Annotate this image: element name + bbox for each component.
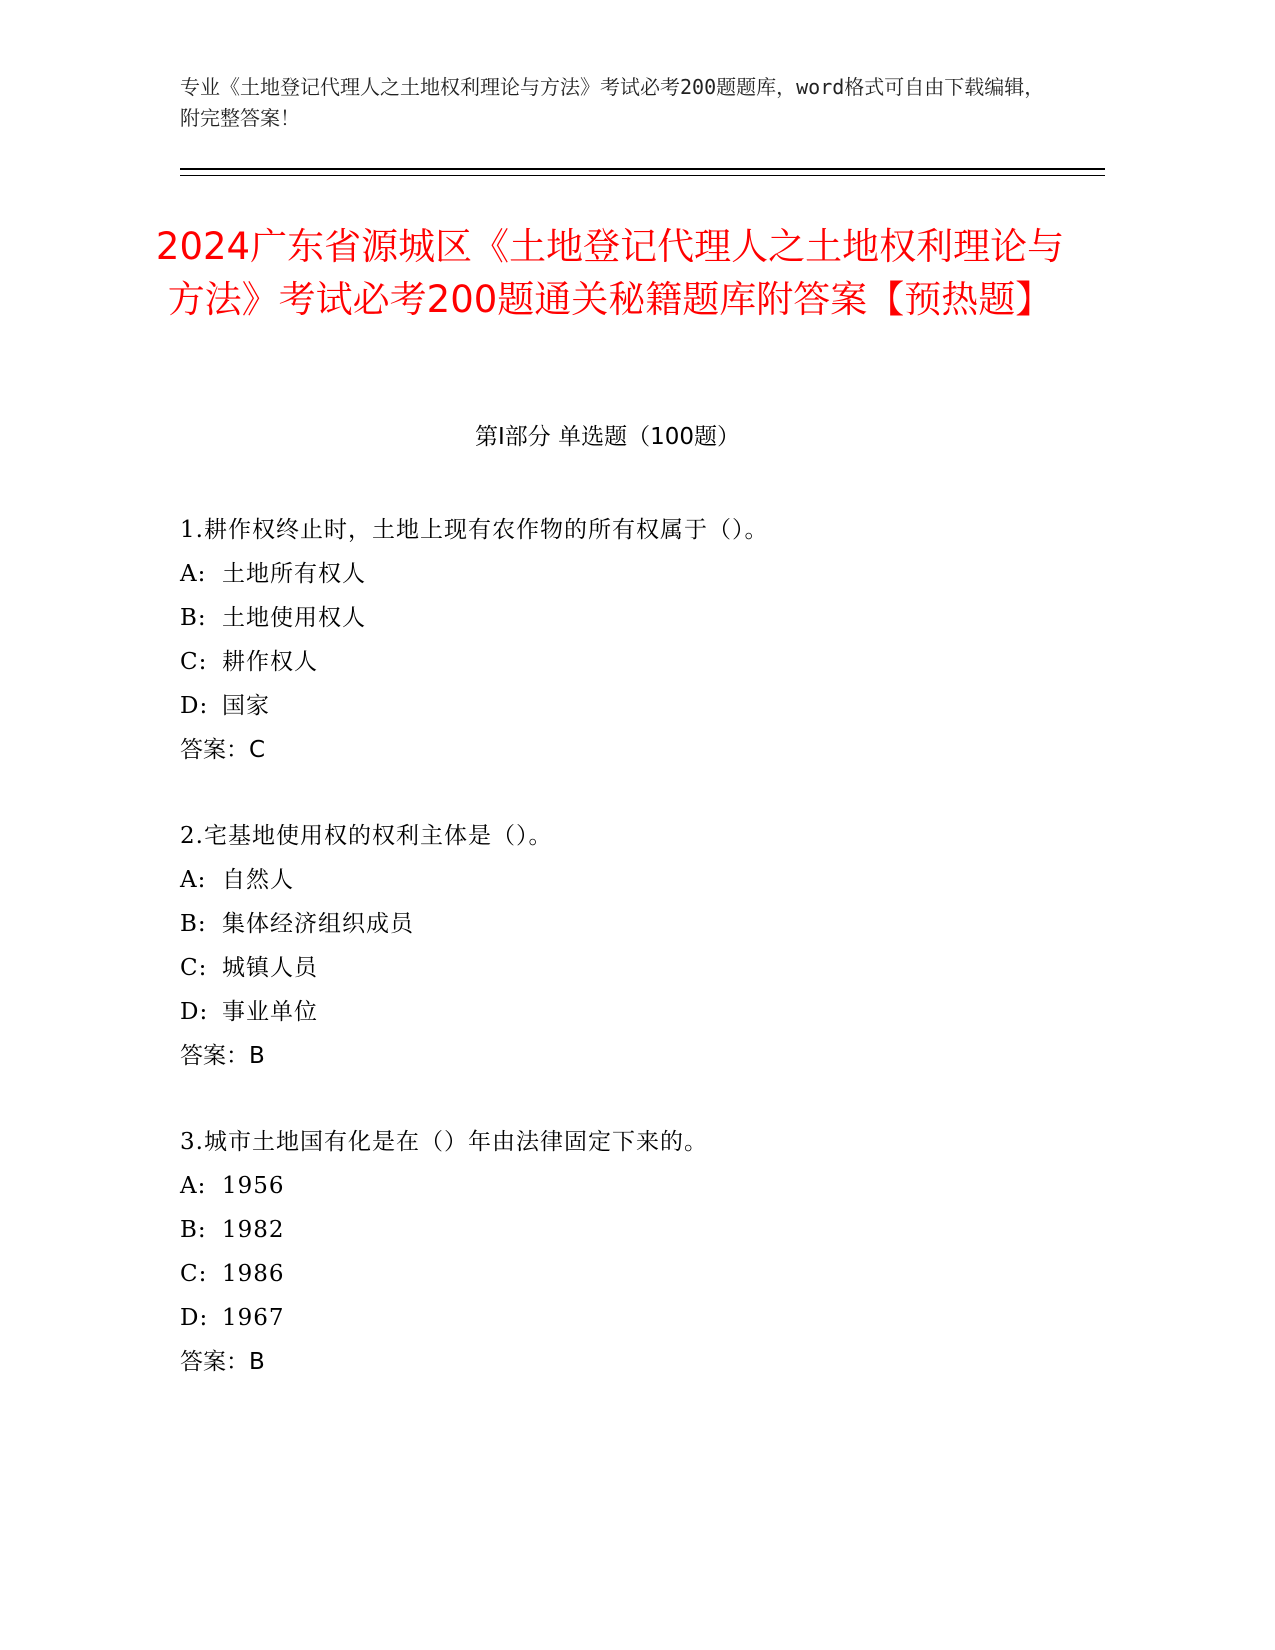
question-stem: 1.耕作权终止时，土地上现有农作物的所有权属于（）。 xyxy=(180,517,769,543)
option-c xyxy=(180,946,1080,990)
question-2 xyxy=(180,814,1080,1078)
option-letter: D: xyxy=(180,693,209,719)
option-text: 1982 xyxy=(222,1217,285,1243)
option-c xyxy=(180,1252,1080,1296)
section-title: 第Ⅰ部分 单选题（100题） xyxy=(475,424,740,450)
header-rule-thin xyxy=(180,175,1105,176)
document-title: 2024广东省源城区《土地登记代理人之土地权利理论与方法》考试必考200题通关秘籍题库附答案【预热题】 xyxy=(155,225,1065,321)
option-text: 国家 xyxy=(222,693,270,719)
question-3 xyxy=(180,1120,1080,1384)
option-letter: C: xyxy=(180,1261,208,1287)
option-d xyxy=(180,990,1080,1034)
option-text: 城镇人员 xyxy=(222,955,318,981)
option-text: 土地使用权人 xyxy=(222,605,366,631)
answer-line: 答案：C xyxy=(180,737,266,763)
option-text: 1956 xyxy=(222,1173,285,1199)
option-letter: C: xyxy=(180,649,208,675)
option-text: 耕作权人 xyxy=(222,649,318,675)
option-text: 土地所有权人 xyxy=(222,561,366,587)
option-letter: C: xyxy=(180,955,208,981)
option-a xyxy=(180,1164,1080,1208)
option-d xyxy=(180,684,1080,728)
option-c xyxy=(180,640,1080,684)
answer-line: 答案：B xyxy=(180,1043,265,1069)
answer-line: 答案：B xyxy=(180,1349,265,1375)
question-list xyxy=(180,508,1080,1426)
option-letter: D: xyxy=(180,1305,209,1331)
option-b xyxy=(180,902,1080,946)
header-note: 专业《土地登记代理人之土地权利理论与方法》考试必考200题题库，word格式可自由下载编辑，附完整答案！ xyxy=(180,75,1045,130)
option-letter: D: xyxy=(180,999,209,1025)
option-text: 1986 xyxy=(222,1261,285,1287)
question-1 xyxy=(180,508,1080,772)
option-text: 事业单位 xyxy=(222,999,318,1025)
option-letter: A: xyxy=(180,561,207,587)
option-text: 1967 xyxy=(222,1305,285,1331)
option-letter: A: xyxy=(180,1173,207,1199)
question-stem: 3.城市土地国有化是在（）年由法律固定下来的。 xyxy=(180,1129,708,1155)
option-text: 自然人 xyxy=(222,867,294,893)
header-rule-thick xyxy=(180,168,1105,170)
option-text: 集体经济组织成员 xyxy=(222,911,414,937)
option-letter: B: xyxy=(180,1217,207,1243)
option-letter: A: xyxy=(180,867,207,893)
option-a xyxy=(180,858,1080,902)
question-stem: 2.宅基地使用权的权利主体是（）。 xyxy=(180,823,553,849)
option-letter: B: xyxy=(180,911,207,937)
option-letter: B: xyxy=(180,605,207,631)
option-d xyxy=(180,1296,1080,1340)
option-b xyxy=(180,596,1080,640)
option-a xyxy=(180,552,1080,596)
option-b xyxy=(180,1208,1080,1252)
